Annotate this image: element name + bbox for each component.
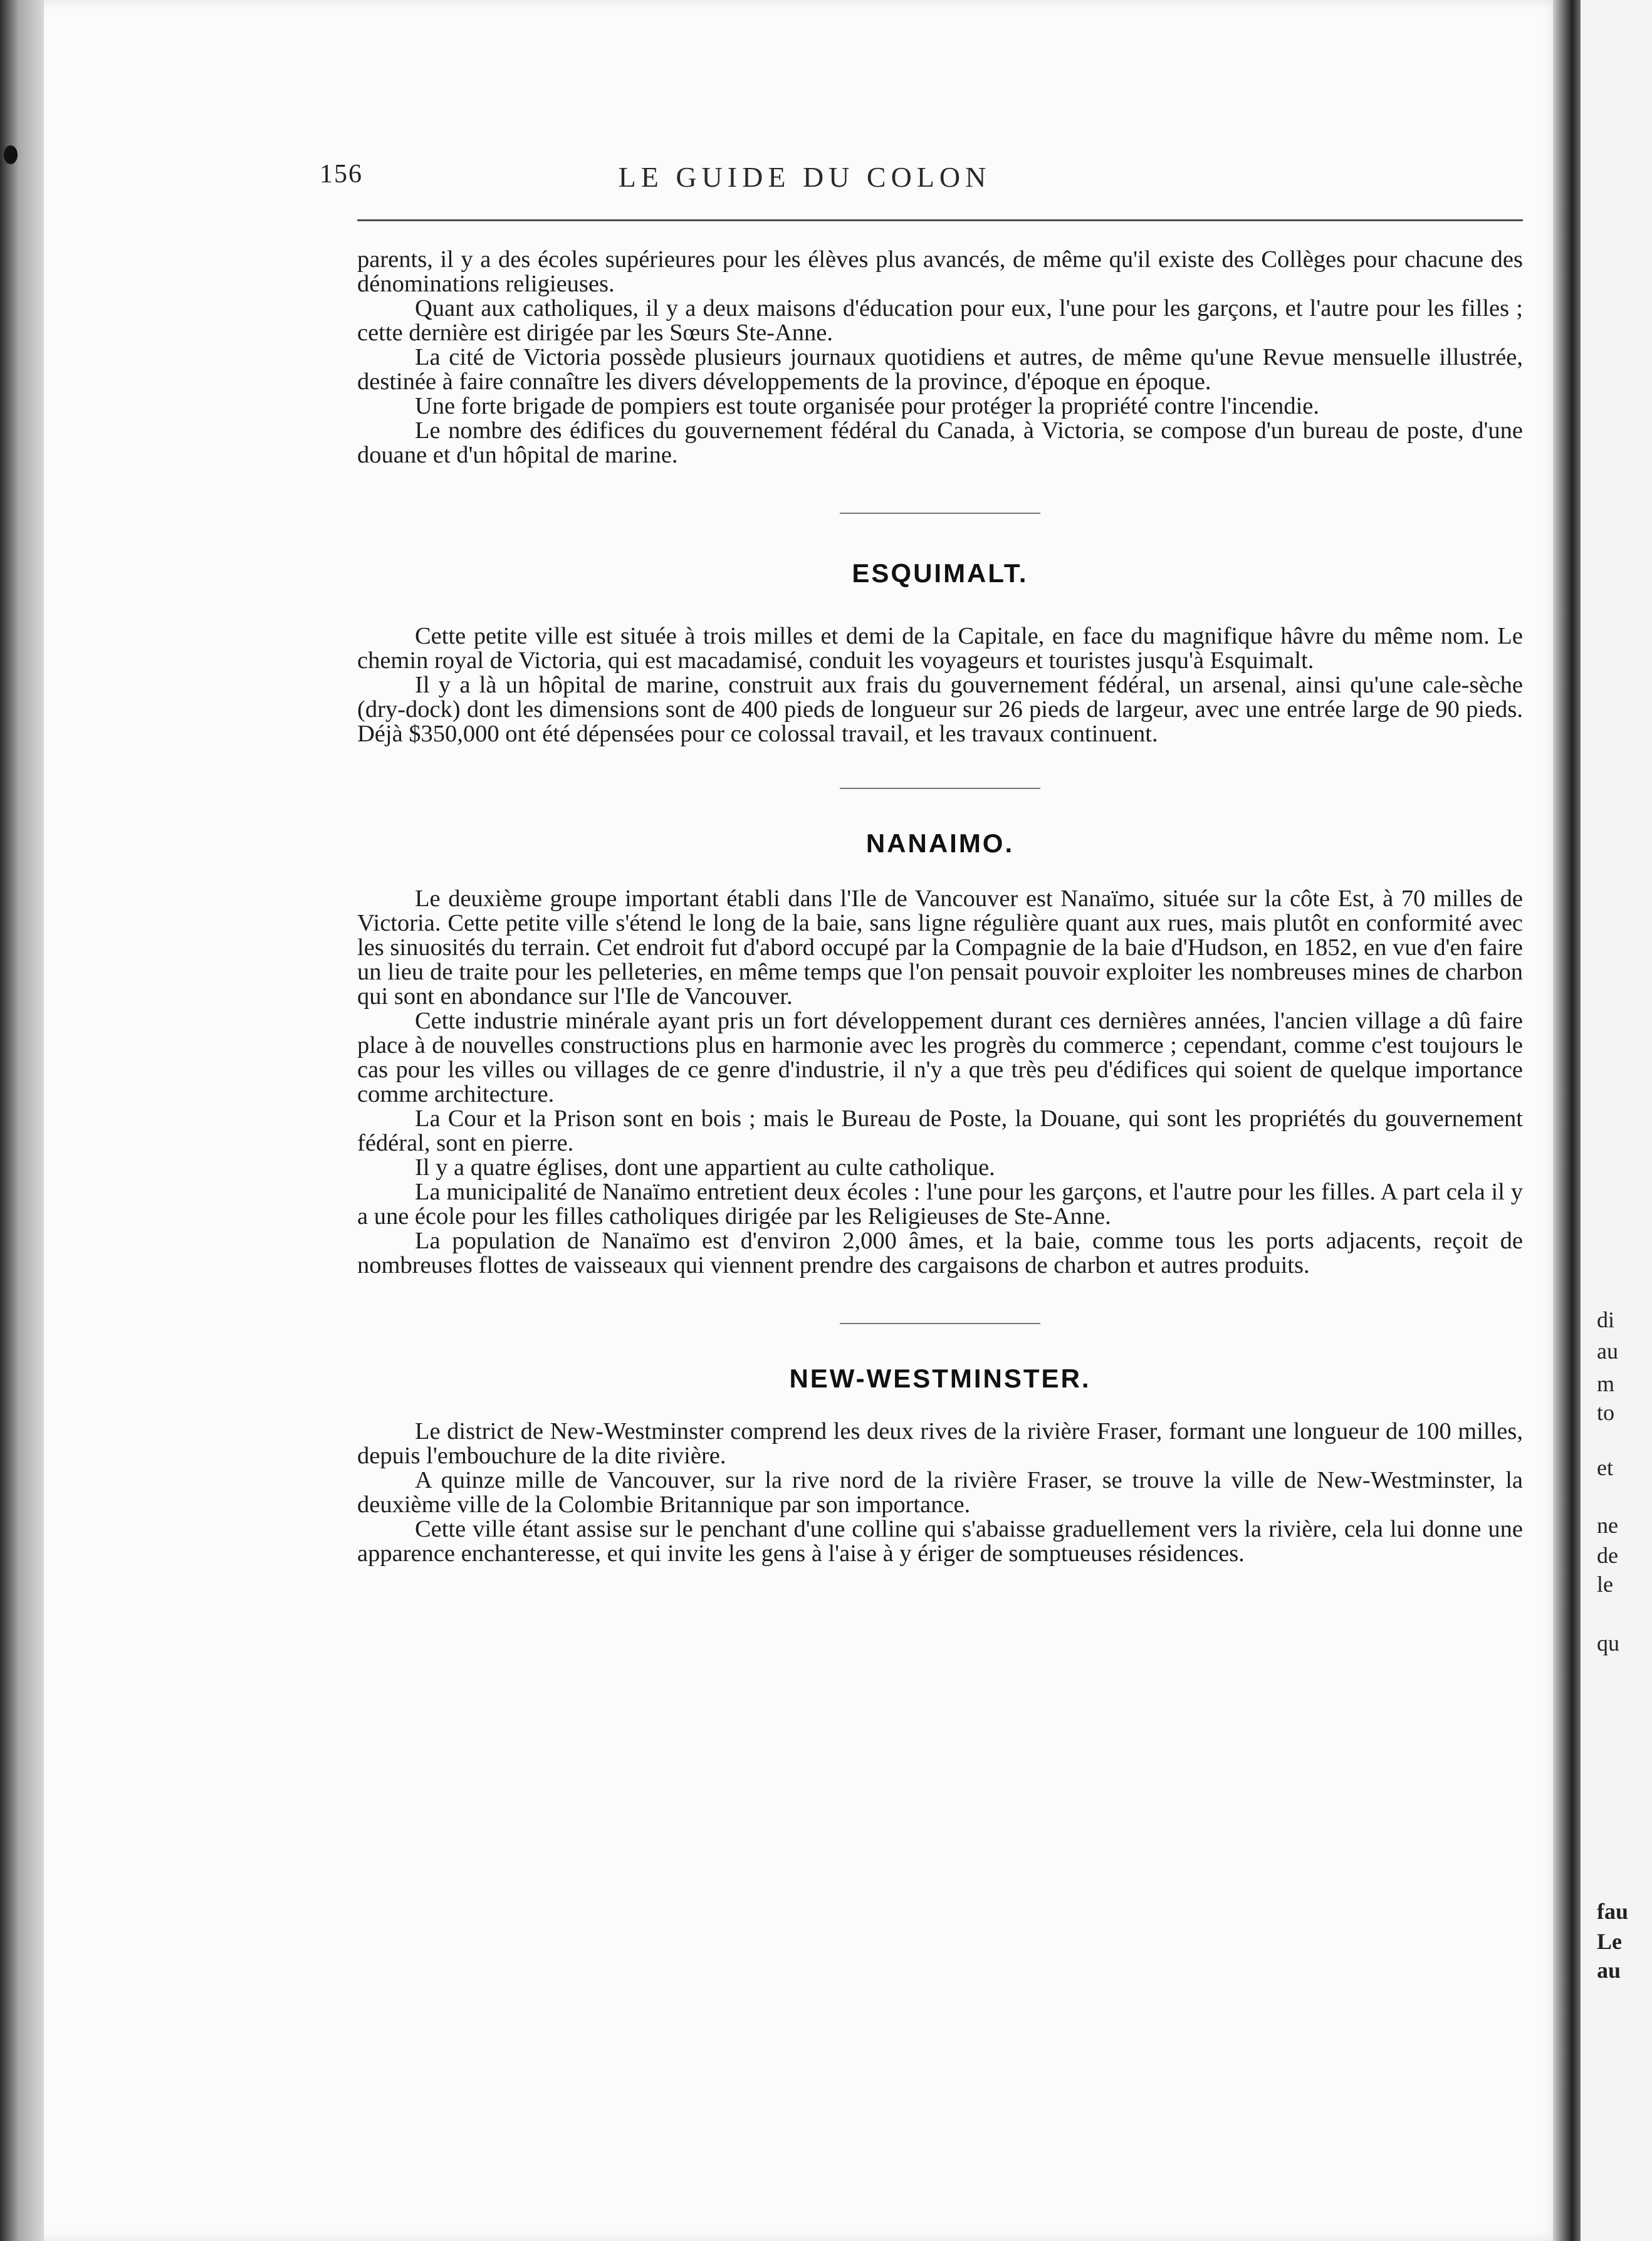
next-page-fragment: et — [1597, 1455, 1613, 1480]
page-number: 156 — [320, 160, 363, 189]
next-page-fragment: de — [1597, 1543, 1618, 1568]
intro-paragraph-1: parents, il y a des écoles supérieures pour les élèves plus avancés, de même qu'il existe des Collèges pour chacune des dénominations religieuses. — [357, 246, 1523, 297]
section-nanaimo — [357, 887, 1523, 1278]
section-separator — [840, 788, 1040, 789]
next-page-fragment: ne — [1597, 1513, 1618, 1538]
margin-dot — [4, 145, 18, 164]
scan-left-edge — [0, 0, 44, 2241]
section-separator — [840, 1323, 1040, 1324]
nanaimo-paragraph-1: Le deuxième groupe important établi dans l'Ile de Vancouver est Nanaïmo, située sur la côte Est, à 70 milles de Victoria. Cette petite ville s'étend le long de la baie, sans ligne régulière quant aux rues, mais plutôt en conformité avec les sinuosités du terrain. Cet endroit fut d'abord occupé par la Compagnie de la baie d'Hudson, en 1852, en vue d'en faire un lieu de traite pour les pelleteries, en même temps que l'on pensait pouvoir exploiter les nombreuses mines de charbon qui sont en abondance sur l'Ile de Vancouver. — [357, 885, 1523, 1010]
intro-paragraph-4: Une forte brigade de pompiers est toute organisée pour protéger la propriété contre l'incendie. — [415, 393, 1320, 419]
new-westminster-paragraph-1: Le district de New-Westminster comprend les deux rives de la rivière Fraser, formant une longueur de 100 milles, depuis l'embouchure de la dite rivière. — [357, 1418, 1523, 1469]
intro-block — [357, 248, 1523, 468]
nanaimo-paragraph-5: La municipalité de Nanaïmo entretient deux écoles : l'une pour les garçons, et l'autre pour les filles. A part cela il y a une école pour les filles catholiques dirigée par les Religieuses de Ste-Anne. — [357, 1179, 1523, 1230]
section-separator — [840, 513, 1040, 514]
section-new-westminster — [357, 1419, 1523, 1566]
nanaimo-paragraph-2: Cette industrie minérale ayant pris un fort développement durant ces dernières années, l'ancien village a dû faire place à de nouvelles constructions plus en harmonie avec les progrès du commerce ; cependant, comme c'est toujours le cas pour les villes ou villages de ce genre d'industrie, il n'y a que très peu d'édifices qui soient de quelque importance comme architecture. — [357, 1008, 1523, 1107]
running-title: LE GUIDE DU COLON — [618, 161, 991, 193]
next-page-fragment: Le — [1597, 1929, 1622, 1954]
next-page-fragment: to — [1597, 1400, 1615, 1425]
nanaimo-paragraph-4: Il y a quatre églises, dont une appartient au culte catholique. — [415, 1154, 995, 1181]
next-page-edge — [1572, 0, 1652, 2241]
esquimalt-paragraph-1: Cette petite ville est située à trois milles et demi de la Capitale, en face du magnifique hâvre du même nom. Le chemin royal de Victoria, qui est macadamisé, conduit les voyageurs et touristes jusqu'à Esquimalt. — [357, 623, 1523, 674]
page-header — [44, 155, 1566, 193]
nanaimo-paragraph-3: La Cour et la Prison sont en bois ; mais le Bureau de Poste, la Douane, qui sont les propriétés du gouvernement fédéral, sont en pierre. — [357, 1105, 1523, 1156]
section-esquimalt — [357, 624, 1523, 746]
heading-new-westminster: NEW-WESTMINSTER. — [789, 1364, 1091, 1393]
intro-paragraph-2: Quant aux catholiques, il y a deux maisons d'éducation pour eux, l'une pour les garçons, et l'autre pour les filles ; cette dernière est dirigée par les Sœurs Ste-Anne. — [357, 295, 1523, 346]
next-page-fragment: au — [1597, 1339, 1618, 1364]
next-page-fragment: le — [1597, 1572, 1613, 1597]
new-westminster-paragraph-3: Cette ville étant assise sur le penchant d'une colline qui s'abaisse graduellement vers la rivière, cela lui donne une apparence enchanteresse, et qui invite les gens à l'aise à y ériger de somptueuses résidences. — [357, 1516, 1523, 1567]
page-body — [357, 248, 1523, 1566]
next-page-fragment: au — [1597, 1958, 1621, 1983]
heading-esquimalt: ESQUIMALT. — [852, 558, 1028, 588]
next-page-binding-shadow — [1572, 0, 1581, 2241]
page-gutter — [1553, 0, 1572, 2241]
nanaimo-paragraph-6: La population de Nanaïmo est d'environ 2,000 âmes, et la baie, comme tous les ports adjacents, reçoit de nombreuses flottes de vaisseaux qui viennent prendre des cargaisons de charbon et autres produits. — [357, 1228, 1523, 1278]
book-page — [44, 0, 1566, 2241]
next-page-fragment: di — [1597, 1307, 1615, 1332]
intro-paragraph-3: La cité de Victoria possède plusieurs journaux quotidiens et autres, de même qu'une Revue mensuelle illustrée, destinée à faire connaître les divers développements de la province, d'époque en époque. — [357, 344, 1523, 395]
esquimalt-paragraph-2: Il y a là un hôpital de marine, construit aux frais du gouvernement fédéral, un arsenal, ainsi qu'une cale-sèche (dry-dock) dont les dimensions sont de 400 pieds de longueur sur 26 pieds de largeur, avec une entrée large de 90 pieds. Déjà $350,000 ont été dépensées pour ce colossal travail, et les travaux continuent. — [357, 672, 1523, 747]
heading-nanaimo: NANAIMO. — [865, 828, 1015, 858]
intro-paragraph-5: Le nombre des édifices du gouvernement fédéral du Canada, à Victoria, se compose d'un bureau de poste, d'une douane et d'un hôpital de marine. — [357, 417, 1523, 468]
next-page-fragment: qu — [1597, 1631, 1619, 1656]
next-page-fragment: m — [1597, 1371, 1615, 1396]
header-rule — [357, 219, 1523, 221]
next-page-fragment: fau — [1597, 1899, 1629, 1924]
new-westminster-paragraph-2: A quinze mille de Vancouver, sur la rive nord de la rivière Fraser, se trouve la ville de New-Westminster, la deuxième ville de la Colombie Britannique par son importance. — [357, 1467, 1523, 1518]
